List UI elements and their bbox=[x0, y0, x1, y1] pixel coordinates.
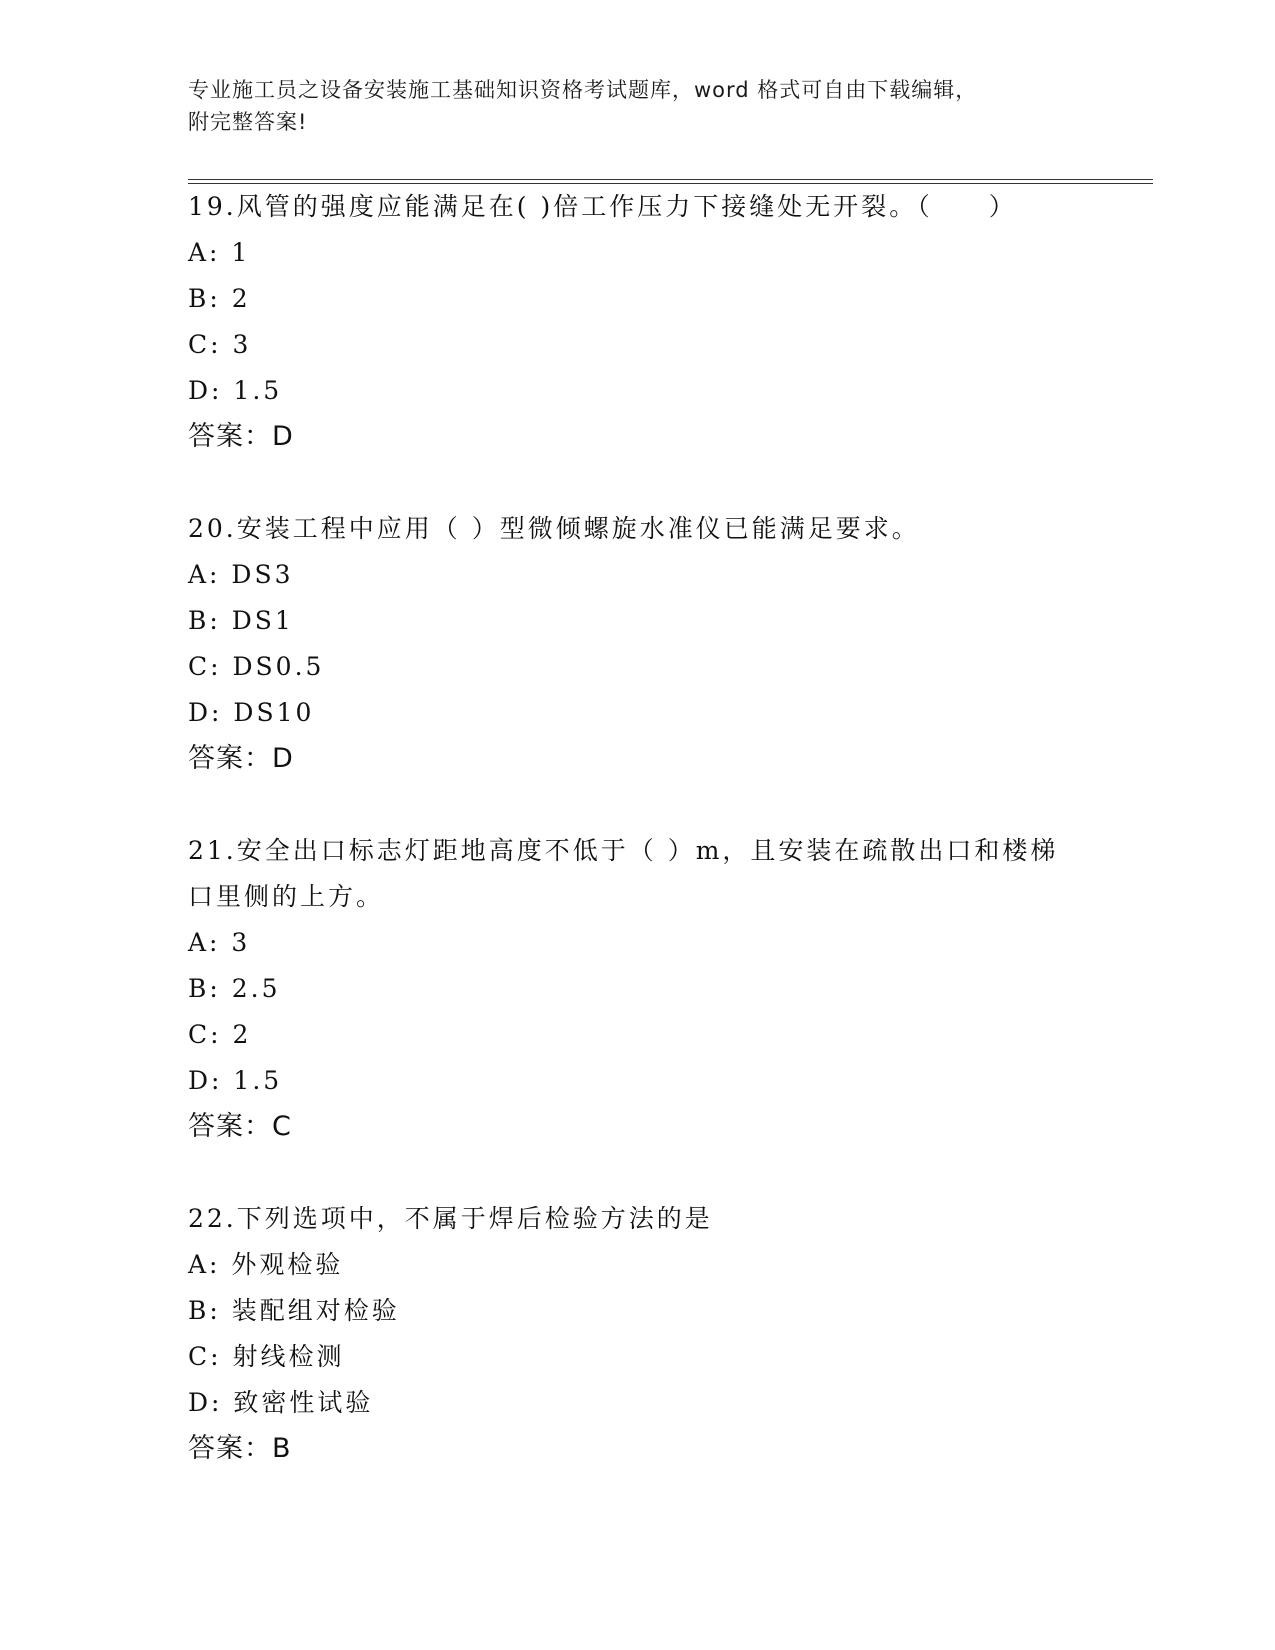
option-b: B: 装配组对检验 bbox=[188, 1296, 400, 1325]
question-20 bbox=[188, 506, 1088, 782]
question-21 bbox=[188, 828, 1088, 1150]
header-line-2: 附完整答案! bbox=[188, 110, 308, 134]
option-b: B: 2.5 bbox=[188, 974, 281, 1003]
question-stem-line-1: 21.安全出口标志灯距地高度不低于（ ）m，且安装在疏散出口和楼梯 bbox=[188, 836, 1059, 865]
question-stem: 20.安装工程中应用（ ）型微倾螺旋水准仪已能满足要求。 bbox=[188, 514, 920, 543]
question-22 bbox=[188, 1196, 1088, 1472]
option-a: A: DS3 bbox=[188, 560, 294, 589]
option-c: C: 3 bbox=[188, 330, 252, 359]
option-d: D: 1.5 bbox=[188, 1066, 283, 1095]
option-a: A: 1 bbox=[188, 238, 251, 267]
option-d: D: DS10 bbox=[188, 698, 315, 727]
answer: 答案：D bbox=[188, 743, 294, 774]
option-c: C: 射线检测 bbox=[188, 1342, 345, 1371]
option-c: C: DS0.5 bbox=[188, 652, 325, 681]
option-b: B: DS1 bbox=[188, 606, 294, 635]
question-stem: 22.下列选项中，不属于焊后检验方法的是 bbox=[188, 1204, 713, 1233]
document-header bbox=[188, 74, 1088, 138]
option-a: A: 外观检验 bbox=[188, 1250, 344, 1279]
question-stem: 19.风管的强度应能满足在( )倍工作压力下接缝处无开裂。（ ） bbox=[188, 192, 1017, 221]
question-19 bbox=[188, 184, 1088, 460]
answer: 答案：B bbox=[188, 1433, 292, 1464]
answer: 答案：D bbox=[188, 421, 294, 452]
option-a: A: 3 bbox=[188, 928, 251, 957]
option-b: B: 2 bbox=[188, 284, 251, 313]
option-c: C: 2 bbox=[188, 1020, 252, 1049]
question-stem-line-2: 口里侧的上方。 bbox=[188, 882, 385, 911]
header-line-1: 专业施工员之设备安装施工基础知识资格考试题库，word 格式可自由下载编辑， bbox=[188, 78, 978, 102]
answer: 答案：C bbox=[188, 1111, 292, 1142]
option-d: D: 致密性试验 bbox=[188, 1388, 374, 1417]
option-d: D: 1.5 bbox=[188, 376, 283, 405]
